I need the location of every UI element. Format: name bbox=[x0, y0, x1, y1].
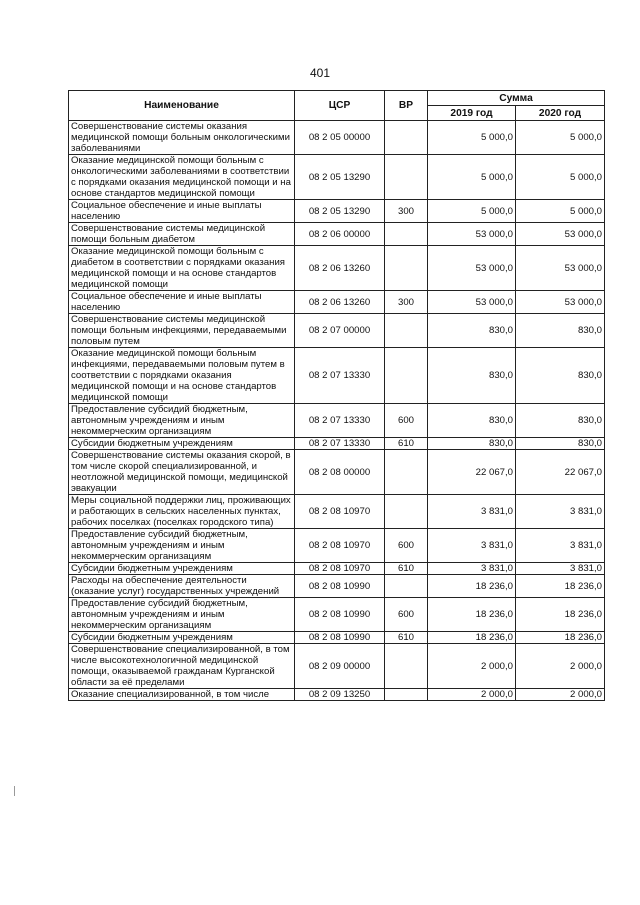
row-csr: 08 2 05 13290 bbox=[295, 155, 385, 200]
row-amount-2019: 2 000,0 bbox=[428, 644, 516, 689]
row-amount-2019: 2 000,0 bbox=[428, 689, 516, 701]
row-amount-2020: 2 000,0 bbox=[516, 689, 605, 701]
row-amount-2019: 18 236,0 bbox=[428, 632, 516, 644]
row-amount-2019: 53 000,0 bbox=[428, 223, 516, 246]
table-body bbox=[69, 121, 605, 701]
row-csr: 08 2 08 10970 bbox=[295, 495, 385, 529]
header-year-2019: 2019 год bbox=[428, 106, 516, 121]
row-csr: 08 2 08 10990 bbox=[295, 598, 385, 632]
row-amount-2019: 5 000,0 bbox=[428, 155, 516, 200]
row-csr: 08 2 07 13330 bbox=[295, 404, 385, 438]
table-row bbox=[69, 314, 605, 348]
table-row bbox=[69, 495, 605, 529]
row-vr: 610 bbox=[385, 438, 428, 450]
row-vr: 300 bbox=[385, 291, 428, 314]
table-row bbox=[69, 644, 605, 689]
row-name: Социальное обеспечение и иные выплаты населению bbox=[69, 200, 295, 223]
budget-table bbox=[68, 90, 605, 701]
row-csr: 08 2 05 13290 bbox=[295, 200, 385, 223]
row-amount-2019: 830,0 bbox=[428, 404, 516, 438]
header-year-2020: 2020 год bbox=[516, 106, 605, 121]
row-csr: 08 2 08 10970 bbox=[295, 529, 385, 563]
row-amount-2020: 18 236,0 bbox=[516, 575, 605, 598]
row-csr: 08 2 07 13330 bbox=[295, 438, 385, 450]
row-csr: 08 2 06 13260 bbox=[295, 291, 385, 314]
row-csr: 08 2 08 00000 bbox=[295, 450, 385, 495]
row-csr: 08 2 06 00000 bbox=[295, 223, 385, 246]
row-amount-2020: 53 000,0 bbox=[516, 246, 605, 291]
row-csr: 08 2 05 00000 bbox=[295, 121, 385, 155]
row-vr bbox=[385, 348, 428, 404]
table-row bbox=[69, 598, 605, 632]
table-row bbox=[69, 404, 605, 438]
row-amount-2020: 5 000,0 bbox=[516, 155, 605, 200]
row-vr: 600 bbox=[385, 598, 428, 632]
row-name: Меры социальной поддержки лиц, проживающих и работающих в сельских населенных пунктах, рабочих поселках (поселках городского типа) bbox=[69, 495, 295, 529]
row-amount-2019: 53 000,0 bbox=[428, 291, 516, 314]
table-row bbox=[69, 223, 605, 246]
row-amount-2019: 5 000,0 bbox=[428, 200, 516, 223]
row-amount-2020: 22 067,0 bbox=[516, 450, 605, 495]
row-name: Предоставление субсидий бюджетным, автономным учреждениям и иным некоммерческим организациям bbox=[69, 529, 295, 563]
row-csr: 08 2 08 10970 bbox=[295, 563, 385, 575]
table-row bbox=[69, 575, 605, 598]
row-amount-2019: 53 000,0 bbox=[428, 246, 516, 291]
row-vr bbox=[385, 246, 428, 291]
table-row bbox=[69, 563, 605, 575]
row-vr bbox=[385, 575, 428, 598]
row-amount-2019: 18 236,0 bbox=[428, 598, 516, 632]
row-name: Совершенствование системы оказания скорой, в том числе скорой специализированной, и неотложной медицинской помощи, медицинской эвакуации bbox=[69, 450, 295, 495]
row-amount-2020: 53 000,0 bbox=[516, 291, 605, 314]
row-name: Совершенствование специализированной, в том числе высокотехнологичной медицинской помощи, оказываемой гражданам Курганской области за её пределами bbox=[69, 644, 295, 689]
row-amount-2020: 830,0 bbox=[516, 314, 605, 348]
row-amount-2020: 5 000,0 bbox=[516, 121, 605, 155]
row-amount-2020: 3 831,0 bbox=[516, 495, 605, 529]
row-amount-2019: 5 000,0 bbox=[428, 121, 516, 155]
row-name: Предоставление субсидий бюджетным, автономным учреждениям и иным некоммерческим организациям bbox=[69, 598, 295, 632]
row-name: Совершенствование системы медицинской помощи больным диабетом bbox=[69, 223, 295, 246]
table-row bbox=[69, 246, 605, 291]
row-name: Предоставление субсидий бюджетным, автономным учреждениям и иным некоммерческим организациям bbox=[69, 404, 295, 438]
row-name: Оказание медицинской помощи больным с онкологическими заболеваниями в соответствии с порядками оказания медицинской помощи и на основе стандартов медицинской помощи bbox=[69, 155, 295, 200]
row-name: Оказание специализированной, в том числе bbox=[69, 689, 295, 701]
row-csr: 08 2 06 13260 bbox=[295, 246, 385, 291]
header-sum: Сумма bbox=[428, 91, 605, 106]
row-name: Совершенствование системы медицинской помощи больным инфекциями, передаваемыми половым путем bbox=[69, 314, 295, 348]
row-amount-2019: 18 236,0 bbox=[428, 575, 516, 598]
row-vr bbox=[385, 644, 428, 689]
row-amount-2019: 3 831,0 bbox=[428, 529, 516, 563]
table-header bbox=[69, 91, 605, 121]
row-name: Совершенствование системы оказания медицинской помощи больным онкологическими заболеваниями bbox=[69, 121, 295, 155]
header-vr: ВР bbox=[385, 91, 428, 121]
row-amount-2019: 22 067,0 bbox=[428, 450, 516, 495]
row-amount-2019: 3 831,0 bbox=[428, 495, 516, 529]
row-amount-2020: 830,0 bbox=[516, 348, 605, 404]
row-amount-2020: 5 000,0 bbox=[516, 200, 605, 223]
row-csr: 08 2 09 00000 bbox=[295, 644, 385, 689]
row-name: Субсидии бюджетным учреждениям bbox=[69, 563, 295, 575]
row-csr: 08 2 07 13330 bbox=[295, 348, 385, 404]
table-row bbox=[69, 529, 605, 563]
page-number: 401 bbox=[309, 66, 331, 80]
table-row bbox=[69, 155, 605, 200]
row-name: Оказание медицинской помощи больным инфекциями, передаваемыми половым путем в соответствии с порядками оказания медицинской помощи и на основе стандартов медицинской помощи bbox=[69, 348, 295, 404]
row-vr: 610 bbox=[385, 632, 428, 644]
table-row bbox=[69, 438, 605, 450]
table-row bbox=[69, 632, 605, 644]
row-csr: 08 2 08 10990 bbox=[295, 632, 385, 644]
row-csr: 08 2 09 13250 bbox=[295, 689, 385, 701]
table-row bbox=[69, 689, 605, 701]
row-vr bbox=[385, 223, 428, 246]
table-row bbox=[69, 450, 605, 495]
row-vr bbox=[385, 495, 428, 529]
table-row bbox=[69, 200, 605, 223]
row-name: Социальное обеспечение и иные выплаты населению bbox=[69, 291, 295, 314]
row-amount-2020: 3 831,0 bbox=[516, 529, 605, 563]
row-amount-2020: 18 236,0 bbox=[516, 598, 605, 632]
table-row bbox=[69, 291, 605, 314]
row-vr bbox=[385, 121, 428, 155]
table-row bbox=[69, 348, 605, 404]
row-amount-2019: 830,0 bbox=[428, 314, 516, 348]
row-name: Оказание медицинской помощи больным с диабетом в соответствии с порядками оказания медицинской помощи и на основе стандартов медицинской помощи bbox=[69, 246, 295, 291]
row-amount-2020: 53 000,0 bbox=[516, 223, 605, 246]
row-csr: 08 2 07 00000 bbox=[295, 314, 385, 348]
row-amount-2020: 830,0 bbox=[516, 404, 605, 438]
row-name: Субсидии бюджетным учреждениям bbox=[69, 438, 295, 450]
row-vr bbox=[385, 450, 428, 495]
table-row bbox=[69, 121, 605, 155]
row-name: Субсидии бюджетным учреждениям bbox=[69, 632, 295, 644]
row-amount-2020: 830,0 bbox=[516, 438, 605, 450]
row-vr bbox=[385, 314, 428, 348]
row-vr: 300 bbox=[385, 200, 428, 223]
row-vr bbox=[385, 689, 428, 701]
row-amount-2019: 830,0 bbox=[428, 348, 516, 404]
row-amount-2019: 3 831,0 bbox=[428, 563, 516, 575]
row-amount-2019: 830,0 bbox=[428, 438, 516, 450]
row-csr: 08 2 08 10990 bbox=[295, 575, 385, 598]
scan-mark bbox=[14, 786, 15, 796]
row-vr bbox=[385, 155, 428, 200]
row-amount-2020: 3 831,0 bbox=[516, 563, 605, 575]
row-amount-2020: 18 236,0 bbox=[516, 632, 605, 644]
row-name: Расходы на обеспечение деятельности (оказание услуг) государственных учреждений bbox=[69, 575, 295, 598]
row-vr: 600 bbox=[385, 529, 428, 563]
row-vr: 610 bbox=[385, 563, 428, 575]
header-name: Наименование bbox=[69, 91, 295, 121]
row-vr: 600 bbox=[385, 404, 428, 438]
row-amount-2020: 2 000,0 bbox=[516, 644, 605, 689]
header-csr: ЦСР bbox=[295, 91, 385, 121]
